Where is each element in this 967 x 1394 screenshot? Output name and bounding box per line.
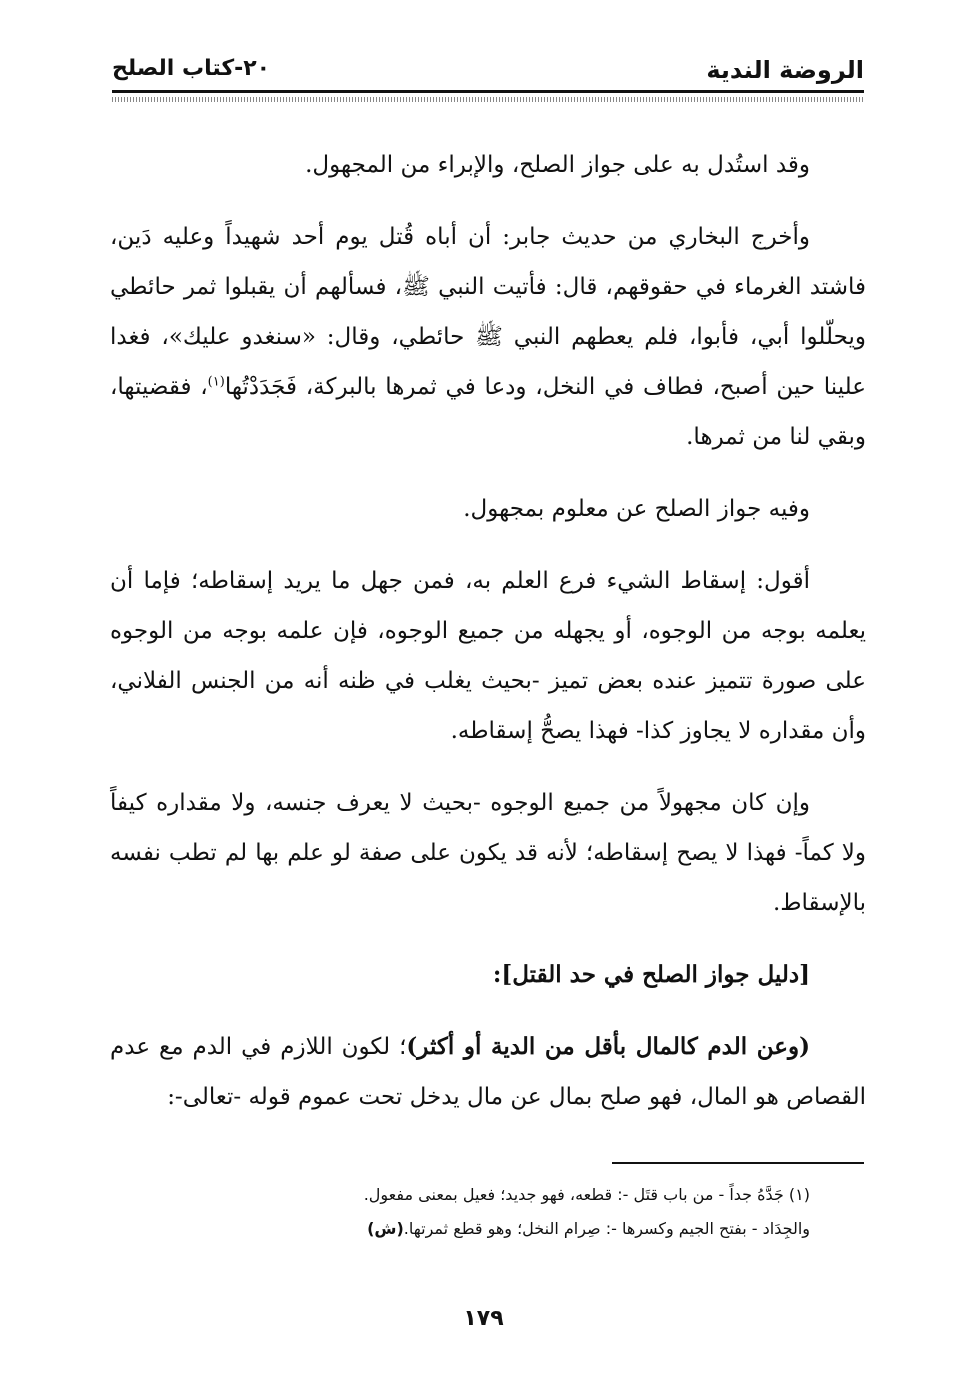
paragraph-6-text: ؛ لكون اللازم في الدم مع عدم القصاص هو المال، فهو صلح بمال عن مال يدخل تحت عموم قوله -تعالى-: bbox=[110, 1034, 866, 1110]
matn-quote: (وعن الدم كالمال بأقل من الدية أو أكثر) bbox=[406, 1033, 810, 1060]
paragraph-5: وإن كان مجهولاً من جميع الوجوه -بحيث لا يعرف جنسه، ولا مقداره كيفاً ولا كماً- فهذا لا يصح إسقاطه؛ لأنه قد يكون على صفة لو علم بها لم تطب نفسه بالإسقاط. bbox=[110, 790, 866, 916]
page-number: ١٧٩ bbox=[463, 1306, 504, 1331]
paragraph-4: أقول: إسقاط الشيء فرع العلم به، فمن جهل ما يريد إسقاطه؛ فإما أن يعلمه بوجه من الوجوه، أو يجهله من جميع الوجوه، فإن علمه بوجه من الوجوه على صورة تتميز عنده بعض تميز -بحيث يغلب في ظنه أنه من الجنس الفلاني، وأن مقداره لا يجاوز كذا- فهذا يصحُّ إسقاطه. bbox=[110, 568, 866, 744]
footnote-reference: (١) bbox=[207, 374, 225, 390]
footnote-1: (١) جَدَّهُ جداً - من باب قتَل -: قطعه، فهو جديد؛ فعيل بمعنى مفعول. bbox=[363, 1185, 810, 1204]
paragraph-6 bbox=[110, 1022, 866, 1122]
running-header bbox=[112, 54, 864, 88]
footnote-source-mark: (ش) bbox=[367, 1219, 404, 1238]
main-text bbox=[110, 140, 866, 1144]
footnote-divider bbox=[612, 1162, 864, 1164]
paragraph-2 bbox=[110, 212, 866, 462]
footnote-1-line-2: والجِدَاد - بفتح الجيم وكسرها -: صِرام النخل؛ وهو قطع ثمرتها. bbox=[403, 1219, 810, 1238]
footnote-1-continued bbox=[110, 1212, 810, 1246]
section-heading: [دليل جواز الصلح في حد القتل]: bbox=[492, 961, 810, 988]
paragraph-1: وقد استُدل به على جواز الصلح، والإبراء من المجهول. bbox=[305, 152, 810, 178]
footnotes bbox=[110, 1178, 810, 1246]
chapter-title: ٢٠-كتاب الصلح bbox=[112, 56, 271, 81]
book-title: الروضة الندية bbox=[706, 56, 864, 84]
paragraph-2-end: ، فقضيتها، وبقي لنا من ثمرها. bbox=[110, 374, 866, 450]
paragraph-2-text: وأخرج البخاري من حديث جابر: أن أباه قُتل يوم أحد شهيداً وعليه دَين، فاشتد الغرماء في حقوقهم، قال: فأتيت النبي ﷺ، فسألهم أن يقبلوا ثمر حائطي ويحلّلوا أبي، فأبوا، فلم يعطهم النبي ﷺ حائطي، وقال: «سنغدو عليك»، فغدا علينا حين أصبح، فطاف في النخل، ودعا في ثمرها بالبركة، فَجَدَدْتُها bbox=[110, 224, 866, 400]
paragraph-3: وفيه جواز الصلح عن معلوم بمجهول. bbox=[463, 496, 810, 522]
header-divider bbox=[112, 90, 864, 103]
